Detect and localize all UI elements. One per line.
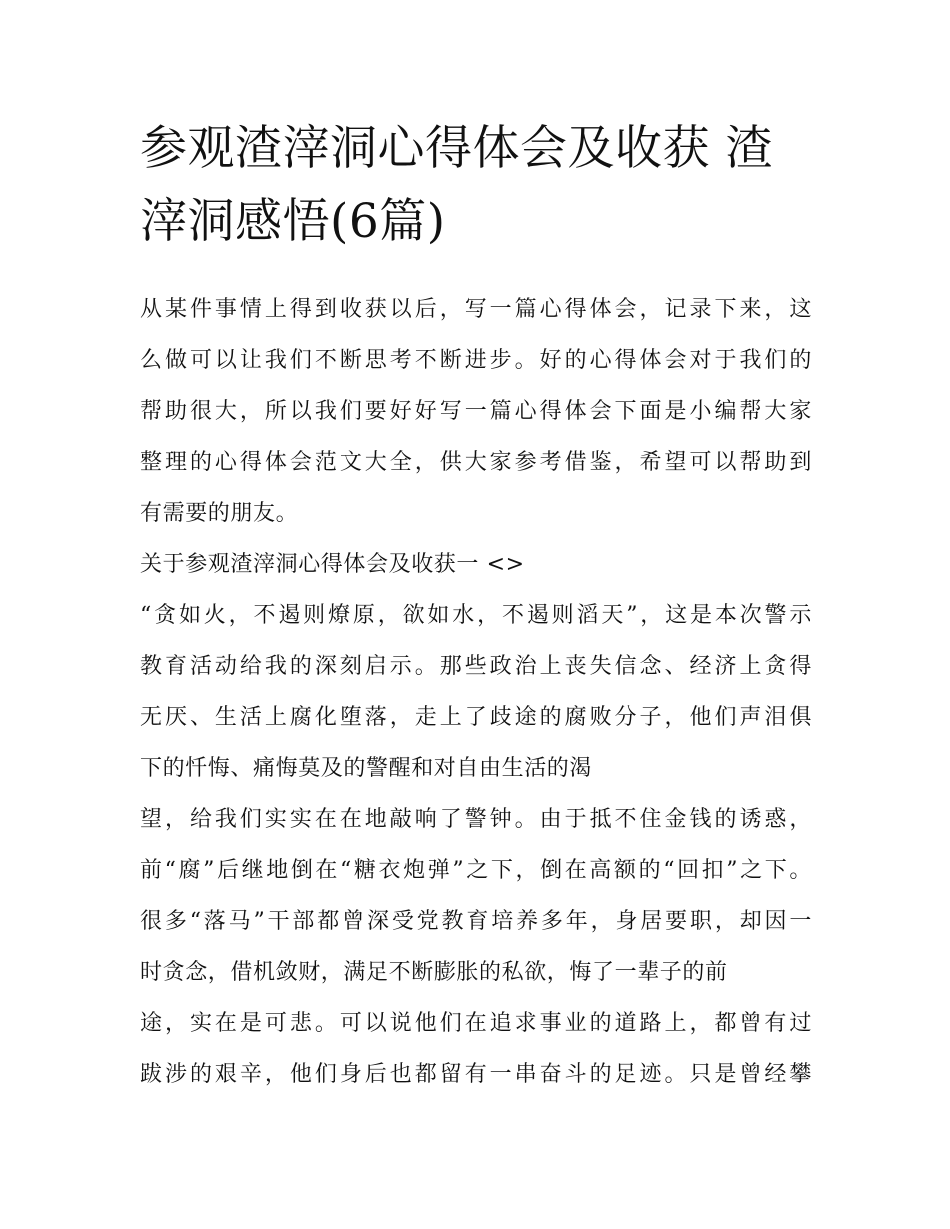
body-text-line: 关于参观渣滓洞心得体会及收获一 <> — [140, 552, 525, 577]
body-text-line: 有需要的朋友。 — [140, 501, 299, 526]
body-text-line: 下的忏悔、痛悔莫及的警醒和对自由生活的渴 — [140, 756, 593, 781]
body-text-line: 教育活动给我的深刻启示。那些政治上丧失信念、经济上贪得 — [140, 654, 812, 679]
body-text-line: 整理的心得体会范文大全，供大家参考借鉴，希望可以帮助到 — [140, 450, 812, 475]
body-text-line: 帮助很大，所以我们要好好写一篇心得体会下面是小编帮大家 — [140, 399, 812, 424]
body-text-line: 从某件事情上得到收获以后，写一篇心得体会，记录下来，这 — [140, 297, 812, 322]
body-text-line: 望，给我们实实在在地敲响了警钟。由于抵不住金钱的诱惑， — [140, 807, 812, 832]
body-text-line: 前“腐”后继地倒在“糖衣炮弹”之下，倒在高额的“回扣”之下。 — [140, 858, 812, 883]
body-text-line: 很多“落马”干部都曾深受党教育培养多年，身居要职，却因一 — [140, 909, 812, 934]
document-body — [140, 284, 812, 1100]
body-text-line: 跋涉的艰辛，他们身后也都留有一串奋斗的足迹。只是曾经攀 — [140, 1062, 812, 1087]
document-content — [140, 112, 812, 1100]
body-text-line: 途，实在是可悲。可以说他们在追求事业的道路上，都曾有过 — [140, 1011, 812, 1036]
body-text-line: 么做可以让我们不断思考不断进步。好的心得体会对于我们的 — [140, 348, 812, 373]
title-line: 滓洞感悟(6篇) — [140, 194, 446, 249]
document-title — [140, 112, 812, 258]
body-text-line: 时贪念，借机敛财，满足不断膨胀的私欲，悔了一辈子的前 — [140, 960, 728, 985]
body-text-line: 无厌、生活上腐化堕落，走上了歧途的腐败分子，他们声泪俱 — [140, 705, 812, 730]
body-text-line: “贪如火，不遏则燎原，欲如水，不遏则滔天”，这是本次警示 — [140, 603, 812, 628]
title-line: 参观渣滓洞心得体会及收获 渣 — [140, 121, 773, 176]
